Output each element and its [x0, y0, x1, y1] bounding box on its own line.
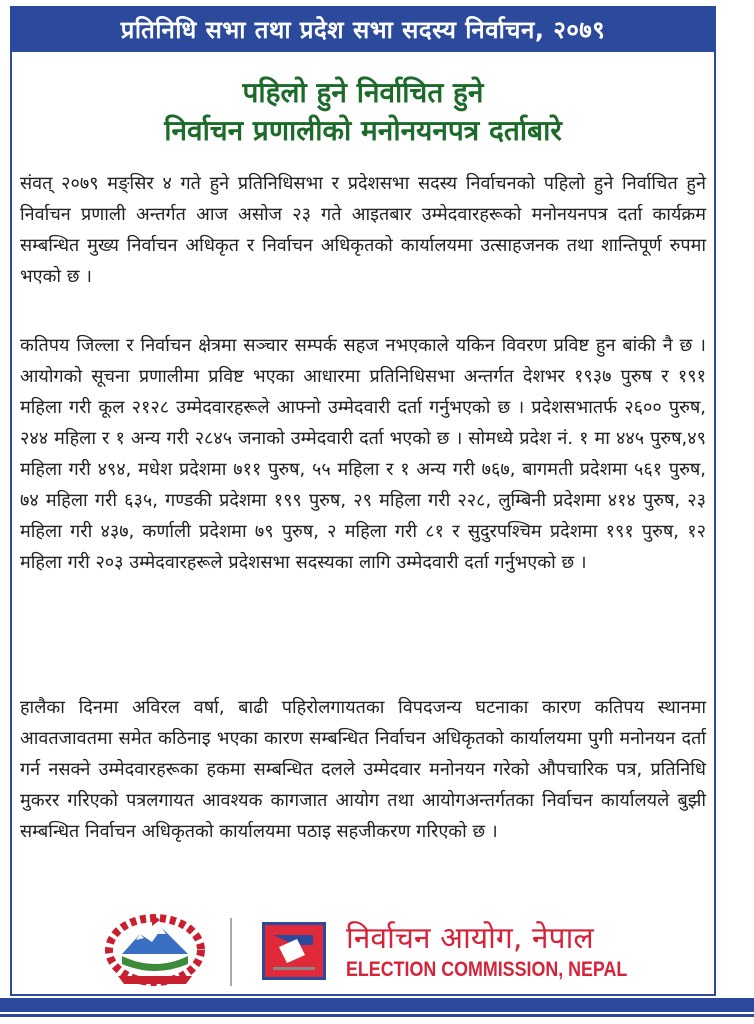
paragraph-1: संवत् २०७९ मङ्सिर ४ गते हुने प्रतिनिधिसभा र प्रदेशसभा सदस्य निर्वाचनको पहिलो हुने निर्वाचित हुने निर्वाचन प्रणाली अन्तर्गत आज असोज २३ गते आइतबार उम्मेदवारहरूको मनोनयनपत्र दर्ता कार्यक्रम सम्बन्धित मुख्य निर्वाचन अधिकृत र निर्वाचन अधिकृतको कार्यालयमा उत्साहजनक तथा शान्तिपूर्ण रुपमा भएको छ । — [20, 173, 706, 287]
logo-divider — [230, 918, 232, 986]
footer-bar — [0, 998, 754, 1014]
ballot-box-icon — [265, 925, 323, 977]
headline — [10, 74, 716, 150]
footer-logos — [100, 910, 660, 990]
headline-line-1: पहिलो हुने निर्वाचित हुने — [242, 76, 484, 109]
paragraph-2: कतिपय जिल्ला र निर्वाचन क्षेत्रमा सञ्चार सम्पर्क सहज नभएकाले यकिन विवरण प्रविष्ट हुन बांकी नै छ । आयोगको सूचना प्रणालीमा प्रविष्ट भएका आधारमा प्रतिनिधिसभा अन्तर्गत देशभर १९३७ पुरुष र १९१ महिला गरी कूल २१२८ उम्मेदवारहरूले आफ्नो उम्मेदवारी दर्ता गर्नुभएको छ । प्रदेशसभातर्फ २६०० पुरुष, २४४ महिला र १ अन्य गरी २८४५ जनाको उम्मेदवारी दर्ता भएको छ । सोमध्ये प्रदेश नं. १ मा ४४५ पुरुष,४९ महिला गरी ४९४, मधेश प्रदेशमा ७११ पुरुष, ५५ महिला र १ अन्य गरी ७६७, बागमती प्रदेशमा ५६१ पुरुष, ७४ महिला गरी ६३५, गण्डकी प्रदेशमा १९९ पुरुष, २९ महिला गरी २२८, लुम्बिनी प्रदेशमा ४१४ पुरुष, २३ महिला गरी ४३७, कर्णाली प्रदेशमा ७९ पुरुष, २ महिला गरी ८१ र सुदुरपश्चिम प्रदेशमा १९१ पुरुष, १२ महिला गरी २०३ उम्मेदवारहरूले प्रदेशसभा सदस्यका लागि उम्मेदवारी दर्ता गर्नुभएको छ । — [20, 335, 706, 573]
paragraph-3: हालैका दिनमा अविरल वर्षा, बाढी पहिरोलगायतका विपदजन्य घटनाका कारण कतिपय स्थानमा आवतजावतमा समेत कठिनाइ भएका कारण सम्बन्धित निर्वाचन अधिकृतको कार्यालयमा पुगी मनोनयन दर्ता गर्न नसक्ने उम्मेदवारहरूका हकमा सम्बन्धित दलले उम्मेदवार मनोनयन गरेको औपचारिक पत्र, प्रतिनिधि मुकरर गरिएको पत्रलगायत आवश्यक कागजात आयोग तथा आयोगअन्तर्गतका निर्वाचन कार्यालयले बुझी सम्बन्धित निर्वाचन अधिकृतको कार्यालयमा पठाइ सहजीकरण गरिएको छ । — [20, 697, 706, 842]
election-commission-logo — [262, 922, 326, 980]
header-banner — [10, 6, 716, 52]
headline-line-2: निर्वाचन प्रणालीको मनोनयनपत्र दर्ताबारे — [164, 114, 562, 147]
org-name-nepali: निर्वाचन आयोग, नेपाल — [346, 921, 594, 956]
nepal-emblem-icon — [100, 912, 210, 988]
header-title: प्रतिनिधि सभा तथा प्रदेश सभा सदस्य निर्वाचन, २०७९ — [120, 15, 606, 44]
org-name-english: ELECTION COMMISSION, NEPAL — [346, 958, 628, 981]
